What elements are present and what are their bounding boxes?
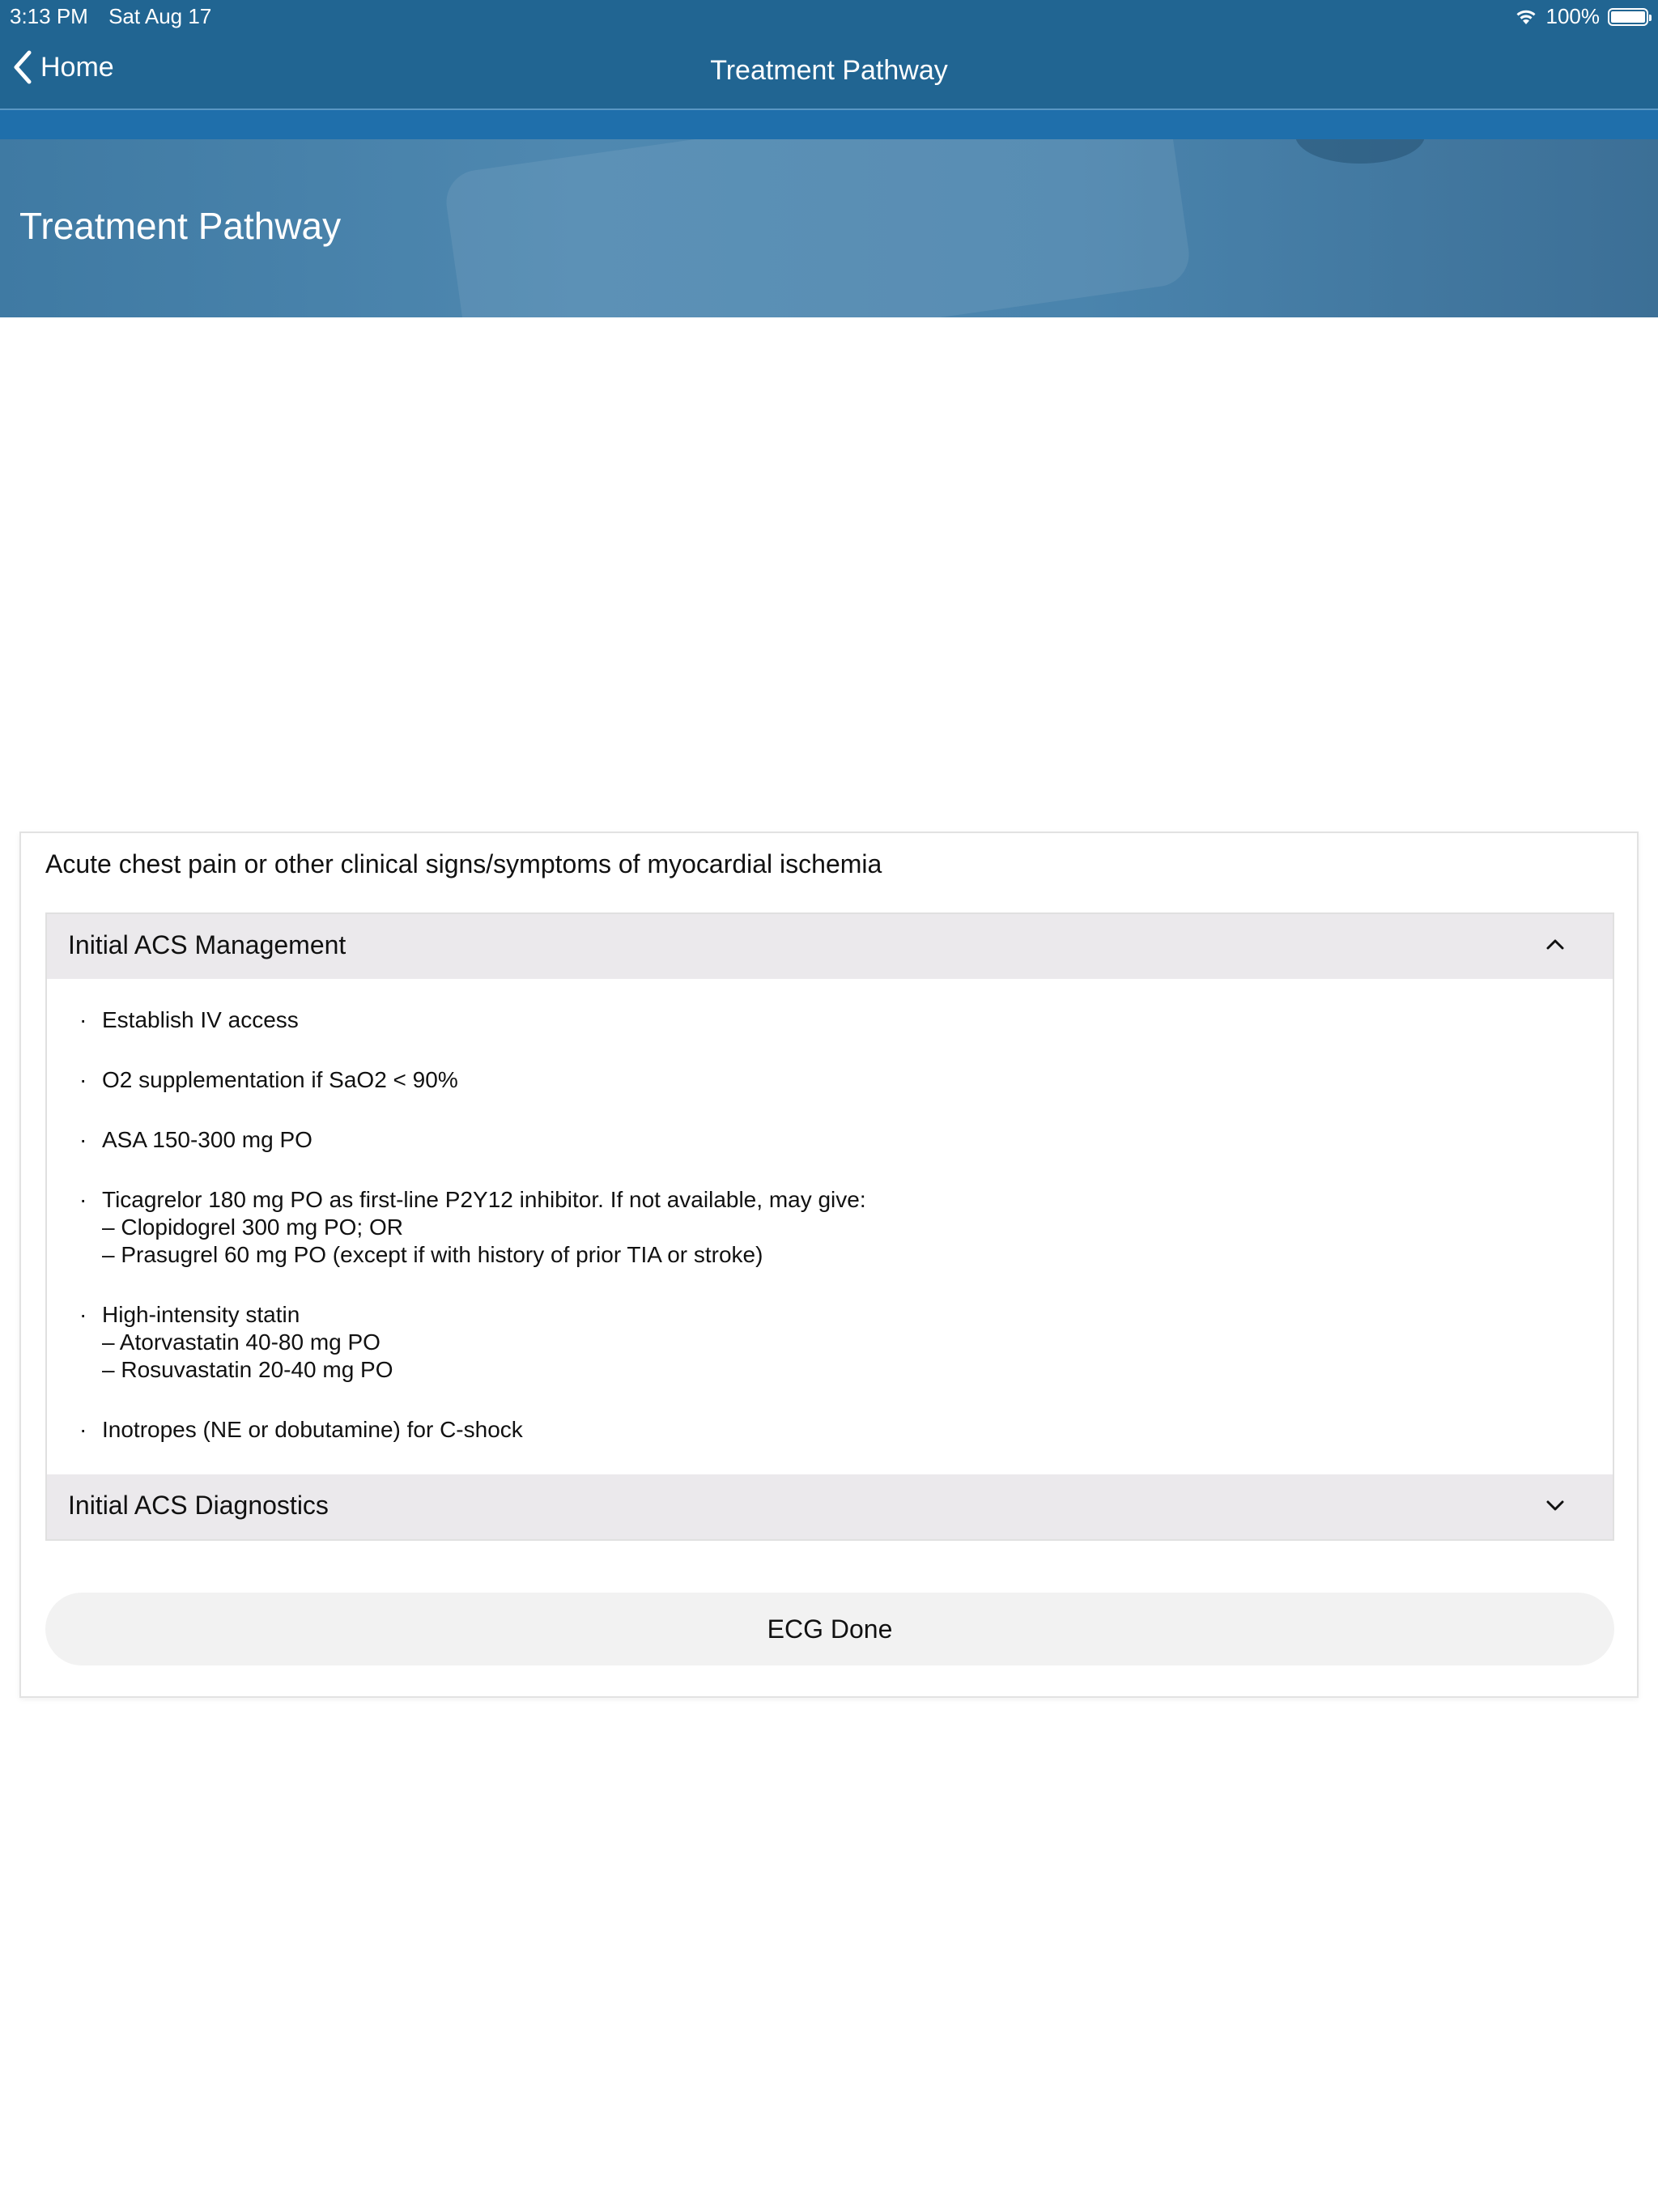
hero-title: Treatment Pathway	[19, 205, 342, 247]
list-item	[47, 1006, 1613, 1034]
item-text: Inotropes (NE or dobutamine) for C-shock	[102, 1417, 523, 1442]
accordion	[45, 912, 1614, 1541]
item-subline: – Atorvastatin 40-80 mg PO	[102, 1329, 380, 1355]
item-subline: – Prasugrel 60 mg PO (except if with history of prior TIA or stroke)	[102, 1242, 763, 1267]
pathway-card	[19, 832, 1639, 1698]
status-left	[10, 4, 226, 29]
status-date: Sat Aug 17	[108, 4, 212, 28]
bullet: ·	[79, 1187, 87, 1212]
nav-title: Treatment Pathway	[710, 55, 948, 86]
list-item	[47, 1066, 1613, 1094]
battery-icon	[1608, 8, 1648, 26]
item-text: ASA 150-300 mg PO	[102, 1127, 312, 1152]
bullet: ·	[79, 1127, 87, 1152]
item-text: Establish IV access	[102, 1007, 299, 1032]
battery-percentage: 100%	[1545, 4, 1600, 28]
hero-banner	[0, 139, 1658, 317]
status-bar	[0, 0, 1658, 32]
list-item	[47, 1126, 1613, 1154]
navigation-bar	[0, 32, 1658, 110]
bullet: ·	[79, 1007, 87, 1032]
back-button-label: Home	[40, 51, 114, 83]
item-subline: – Rosuvastatin 20-40 mg PO	[102, 1357, 393, 1382]
chevron-up-icon	[1546, 936, 1564, 954]
item-text: O2 supplementation if SaO2 < 90%	[102, 1067, 458, 1092]
hero-background-shape	[1295, 139, 1425, 164]
list-item	[47, 1186, 1613, 1269]
accordion-label: Initial ACS Diagnostics	[68, 1491, 329, 1520]
item-subline: – Clopidogrel 300 mg PO; OR	[102, 1214, 403, 1240]
bullet: ·	[79, 1067, 87, 1092]
chevron-down-icon	[1546, 1496, 1564, 1514]
hero-background-image	[442, 139, 1192, 317]
list-item	[47, 1301, 1613, 1384]
nav-strip	[0, 110, 1658, 139]
card-heading: Acute chest pain or other clinical signs/symptoms of myocardial ischemia	[45, 849, 882, 878]
accordion-header-management[interactable]	[47, 914, 1613, 979]
accordion-body-management	[47, 979, 1613, 1474]
ecg-done-button[interactable]: ECG Done	[45, 1593, 1614, 1665]
item-text: High-intensity statin	[102, 1302, 300, 1327]
accordion-header-diagnostics[interactable]	[47, 1474, 1613, 1539]
list-item	[47, 1416, 1613, 1444]
status-time: 3:13 PM	[10, 4, 88, 28]
bullet: ·	[79, 1417, 87, 1442]
item-text: Ticagrelor 180 mg PO as first-line P2Y12 inhibitor. If not available, may give:	[102, 1187, 866, 1212]
status-right	[1514, 4, 1649, 29]
accordion-label: Initial ACS Management	[68, 930, 346, 959]
wifi-icon	[1514, 8, 1538, 26]
bullet: ·	[79, 1302, 87, 1327]
battery-fill	[1611, 11, 1645, 23]
